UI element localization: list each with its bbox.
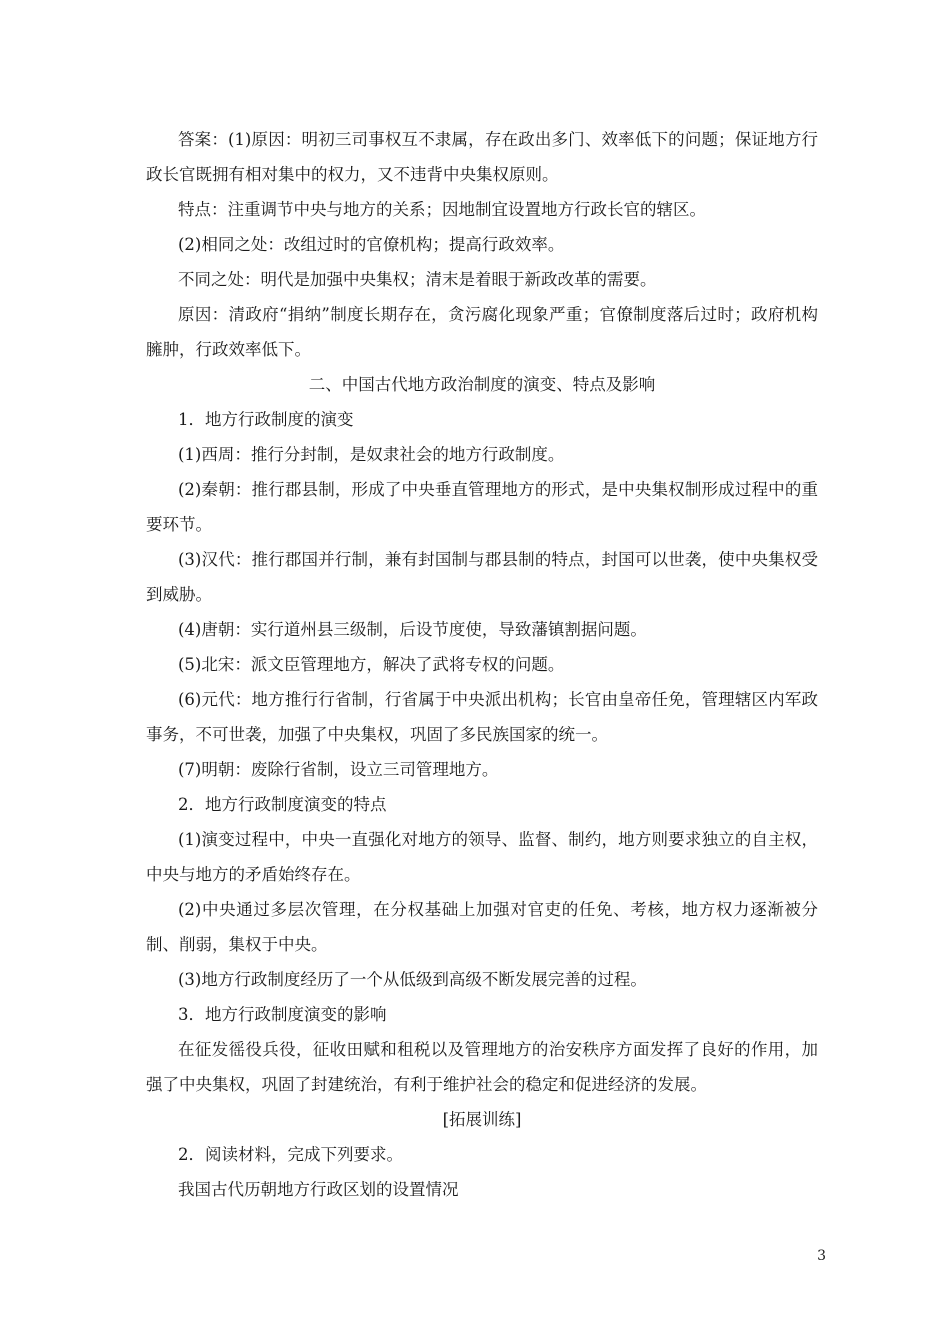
extension-training-heading: [拓展训练] xyxy=(442,1110,522,1129)
feature-item-2: (2)中央通过多层次管理，在分权基础上加强对官吏的任免、考核，地方权力逐渐被分制、削弱，集权于中央。 xyxy=(146,900,818,954)
subheading-impact: 3．地方行政制度演变的影响 xyxy=(178,1005,387,1024)
answer-paragraph-differences: 不同之处：明代是加强中央集权；清末是着眼于新政改革的需要。 xyxy=(178,270,657,289)
answer-paragraph-reason: 答案：(1)原因：明初三司事权互不隶属，存在政出多门、效率低下的问题；保证地方行政长官既拥有相对集中的权力，又不违背中央集权原则。 xyxy=(146,130,818,184)
feature-item-3: (3)地方行政制度经历了一个从低级到高级不断发展完善的过程。 xyxy=(178,970,647,989)
page-number: 3 xyxy=(817,1248,826,1264)
list-item-qin: (2)秦朝：推行郡县制，形成了中央垂直管理地方的形式，是中央集权制形成过程中的重要环节。 xyxy=(146,480,818,534)
list-item-yuan: (6)元代：地方推行行省制，行省属于中央派出机构；长官由皇帝任免，管理辖区内军政事务，不可世袭，加强了中央集权，巩固了多民族国家的统一。 xyxy=(146,690,818,744)
section-heading: 二、中国古代地方政治制度的演变、特点及影响 xyxy=(308,375,656,394)
answer-paragraph-similarities: (2)相同之处：改组过时的官僚机构；提高行政效率。 xyxy=(178,235,565,254)
impact-paragraph: 在征发徭役兵役，征收田赋和租税以及管理地方的治安秩序方面发挥了良好的作用，加强了中央集权，巩固了封建统治，有利于维护社会的稳定和促进经济的发展。 xyxy=(146,1040,818,1094)
list-item-han: (3)汉代：推行郡国并行制，兼有封国制与郡县制的特点，封国可以世袭，使中央集权受到威胁。 xyxy=(146,550,818,604)
document-body xyxy=(146,122,818,1207)
exercise-prompt: 2．阅读材料，完成下列要求。 xyxy=(178,1145,403,1164)
list-item-tang: (4)唐朝：实行道州县三级制，后设节度使，导致藩镇割据问题。 xyxy=(178,620,647,639)
material-title: 我国古代历朝地方行政区划的设置情况 xyxy=(178,1180,459,1199)
list-item-ming: (7)明朝：废除行省制，设立三司管理地方。 xyxy=(178,760,499,779)
subheading-evolution: 1．地方行政制度的演变 xyxy=(178,410,354,429)
answer-paragraph-causes: 原因：清政府“捐纳”制度长期存在，贪污腐化现象严重；官僚制度落后过时；政府机构臃肿，行政效率低下。 xyxy=(146,305,818,359)
feature-item-1: (1)演变过程中，中央一直强化对地方的领导、监督、制约，地方则要求独立的自主权，中央与地方的矛盾始终存在。 xyxy=(146,830,818,884)
subheading-features: 2．地方行政制度演变的特点 xyxy=(178,795,387,814)
answer-paragraph-features: 特点：注重调节中央与地方的关系；因地制宜设置地方行政长官的辖区。 xyxy=(178,200,706,219)
list-item-western-zhou: (1)西周：推行分封制，是奴隶社会的地方行政制度。 xyxy=(178,445,565,464)
list-item-northern-song: (5)北宋：派文臣管理地方，解决了武将专权的问题。 xyxy=(178,655,565,674)
